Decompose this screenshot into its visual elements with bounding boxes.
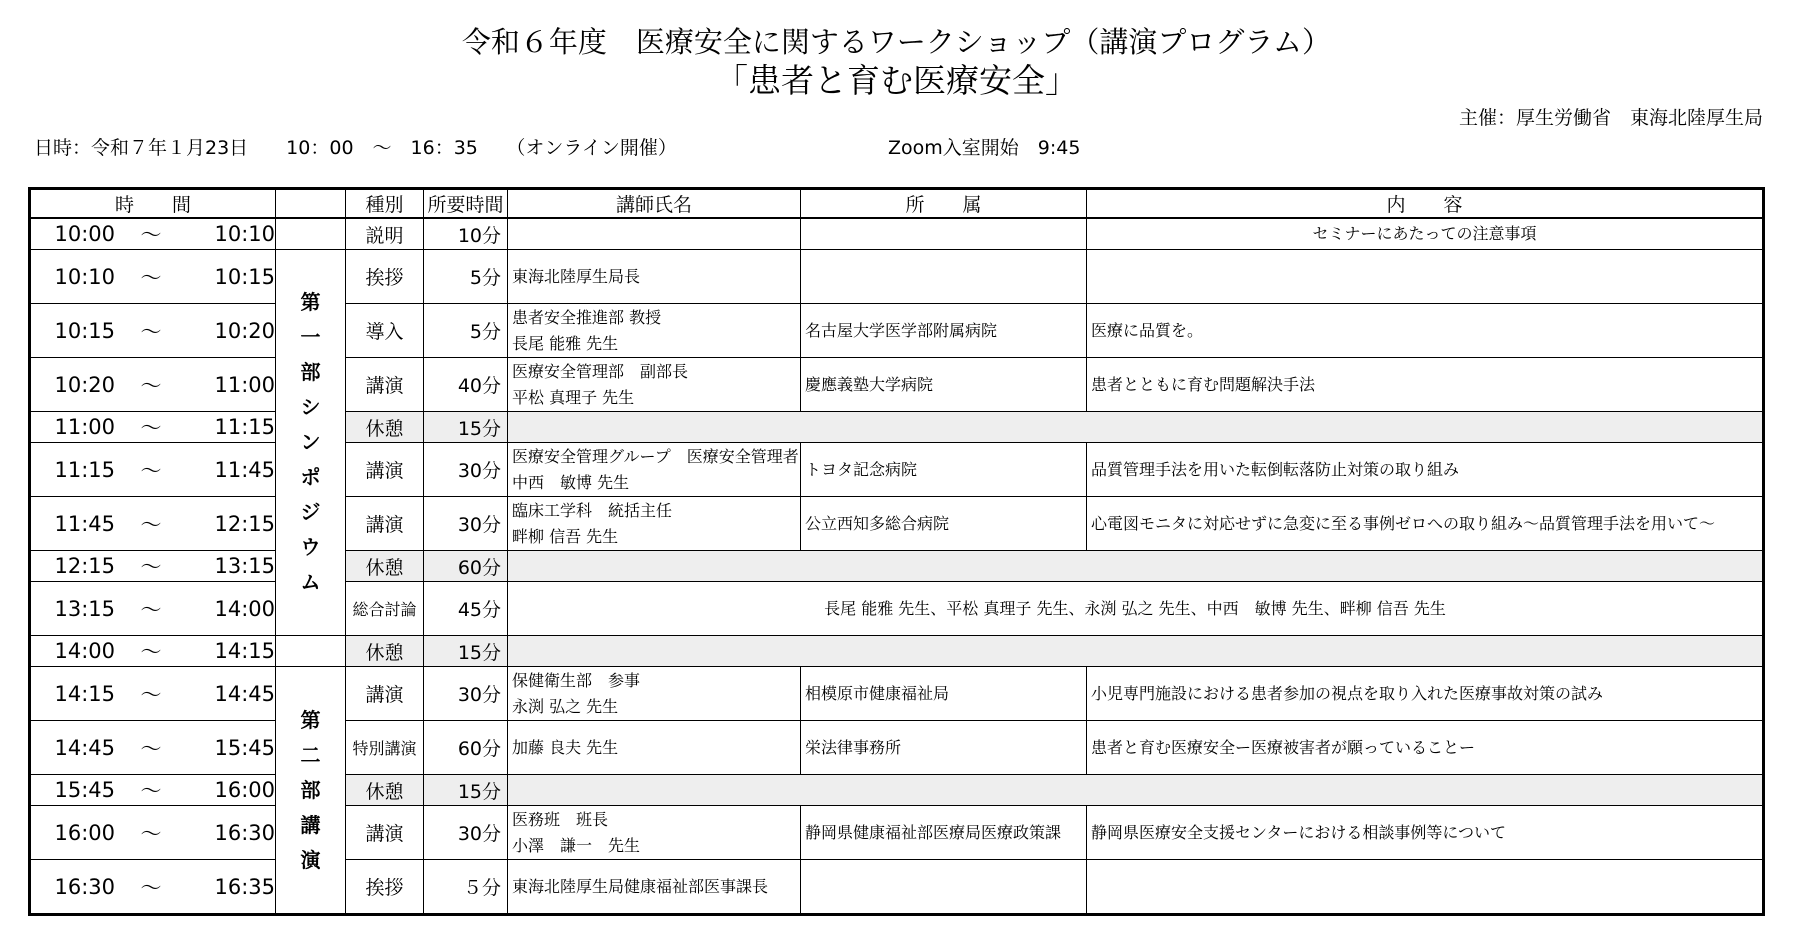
end-time: 11:15 — [214, 415, 275, 439]
time-separator: ～ — [140, 736, 162, 761]
start-time: 15:45 — [54, 778, 115, 802]
start-time: 11:00 — [54, 415, 115, 439]
section-part2-label — [276, 667, 346, 915]
start-time: 10:10 — [54, 264, 115, 289]
speaker-line-1: 臨床工学科 統括主任 — [512, 500, 673, 520]
header-affiliation: 所 属 — [801, 189, 1087, 219]
header-content: 内 容 — [1087, 189, 1764, 219]
speaker-line-2: 畔柳 信吾 先生 — [512, 526, 619, 546]
start-time: 14:00 — [54, 639, 115, 663]
header-type: 種別 — [346, 189, 424, 219]
speaker-line-1: 加藤 良夫 先生 — [512, 737, 619, 757]
section-label-text: 第二部講演 — [300, 707, 321, 872]
start-time: 10:15 — [54, 318, 115, 343]
table-row — [30, 218, 1764, 250]
time-cell — [30, 806, 276, 860]
header-speaker: 講師氏名 — [508, 189, 801, 219]
content-cell: 患者とともに育む問題解決手法 — [1087, 358, 1764, 412]
end-time: 14:00 — [214, 596, 275, 621]
session-duration: 60分 — [424, 551, 508, 582]
break-fill — [508, 775, 1764, 806]
session-type: 講演 — [346, 667, 424, 721]
content-cell: 静岡県医療安全支援センターにおける相談事例等について — [1087, 806, 1764, 860]
time-separator: ～ — [140, 373, 162, 398]
start-time: 14:15 — [54, 681, 115, 706]
time-separator: ～ — [140, 458, 162, 483]
section-part1-label — [276, 250, 346, 636]
time-cell — [30, 667, 276, 721]
session-type: 講演 — [346, 806, 424, 860]
session-type: 講演 — [346, 497, 424, 551]
page-title: 令和６年度 医療安全に関するワークショップ（講演プログラム） — [461, 25, 1332, 59]
time-separator: ～ — [140, 319, 162, 344]
session-type: 講演 — [346, 443, 424, 497]
table-header-row — [30, 189, 1764, 219]
end-time: 16:00 — [214, 778, 275, 802]
start-time: 10:20 — [54, 372, 115, 397]
speaker-line-2: 小澤 謙一 先生 — [512, 835, 641, 855]
table-row — [30, 667, 1764, 721]
time-cell — [30, 304, 276, 358]
time-cell — [30, 551, 276, 582]
organizer-text: 主催：厚生労働省 東海北陸厚生局 — [1458, 107, 1763, 129]
session-type: 特別講演 — [346, 721, 424, 775]
header-time: 時 間 — [30, 189, 276, 219]
section-cell — [276, 636, 346, 667]
end-time: 15:45 — [214, 735, 275, 760]
time-cell — [30, 443, 276, 497]
panel-speakers: 長尾 能雅 先生、平松 真理子 先生、永渕 弘之 先生、中西 敏博 先生、畔柳 信吾 先生 — [508, 582, 1764, 636]
speaker-cell — [508, 721, 801, 775]
time-separator: ～ — [140, 821, 162, 846]
speaker-line-1: 患者安全推進部 教授 — [512, 307, 662, 327]
affiliation-cell: 名古屋大学医学部附属病院 — [801, 304, 1087, 358]
session-duration: 60分 — [424, 721, 508, 775]
speaker-line-1: 医療安全管理グループ 医療安全管理者 — [512, 446, 799, 466]
session-type: 挨拶 — [346, 250, 424, 304]
speaker-cell — [508, 304, 801, 358]
time-cell — [30, 636, 276, 667]
start-time: 12:15 — [54, 554, 115, 578]
session-duration: 45分 — [424, 582, 508, 636]
time-cell — [30, 721, 276, 775]
speaker-line-1: 東海北陸厚生局長 — [512, 266, 641, 286]
time-cell — [30, 860, 276, 915]
affiliation-cell: 静岡県健康福祉部医療局医療政策課 — [801, 806, 1087, 860]
end-time: 13:15 — [214, 554, 275, 578]
session-duration: 30分 — [424, 806, 508, 860]
session-type: 休憩 — [346, 412, 424, 443]
affiliation-cell: 相模原市健康福祉局 — [801, 667, 1087, 721]
time-separator: ～ — [140, 265, 162, 290]
session-type: 説明 — [346, 218, 424, 250]
start-time: 10:00 — [54, 222, 115, 246]
time-separator: ～ — [140, 682, 162, 707]
section-label-text: 第一部シンポジウム — [300, 290, 321, 594]
session-type: 挨拶 — [346, 860, 424, 915]
table-row-break — [30, 636, 1764, 667]
session-type: 総合討論 — [346, 582, 424, 636]
end-time: 11:00 — [214, 372, 275, 397]
content-cell — [1087, 860, 1764, 915]
content-cell: セミナーにあたっての注意事項 — [1087, 218, 1764, 250]
affiliation-cell: 公立西知多総合病院 — [801, 497, 1087, 551]
speaker-line-1: 保健衛生部 参事 — [512, 670, 641, 690]
time-cell — [30, 412, 276, 443]
end-time: 14:45 — [214, 681, 275, 706]
time-separator: ～ — [140, 597, 162, 622]
content-cell: 小児専門施設における患者参加の視点を取り入れた医療事故対策の試み — [1087, 667, 1764, 721]
time-separator: ～ — [140, 223, 162, 247]
time-separator: ～ — [140, 416, 162, 440]
time-separator: ～ — [140, 640, 162, 664]
time-separator: ～ — [140, 555, 162, 579]
speaker-cell — [508, 250, 801, 304]
speaker-cell — [508, 497, 801, 551]
speaker-line-1: 医務班 班長 — [512, 809, 609, 829]
content-cell: 医療に品質を。 — [1087, 304, 1764, 358]
session-duration: 10分 — [424, 218, 508, 250]
affiliation-cell: 栄法律事務所 — [801, 721, 1087, 775]
zoom-start-time: Zoom入室開始 9:45 — [888, 137, 1081, 159]
event-datetime: 日時：令和７年１月23日 10：00 ～ 16：35 （オンライン開催） — [34, 137, 677, 159]
session-duration: 30分 — [424, 497, 508, 551]
start-time: 13:15 — [54, 596, 115, 621]
break-fill — [508, 636, 1764, 667]
end-time: 11:45 — [214, 457, 275, 482]
time-cell — [30, 250, 276, 304]
affiliation-cell: 慶應義塾大学病院 — [801, 358, 1087, 412]
session-duration: 15分 — [424, 636, 508, 667]
time-separator: ～ — [140, 512, 162, 537]
speaker-cell — [508, 358, 801, 412]
end-time: 14:15 — [214, 639, 275, 663]
end-time: 10:20 — [214, 318, 275, 343]
time-separator: ～ — [140, 875, 162, 900]
content-cell: 患者と育む医療安全ー医療被害者が願っていることー — [1087, 721, 1764, 775]
end-time: 10:10 — [214, 222, 275, 246]
time-cell — [30, 582, 276, 636]
session-duration: 5分 — [424, 250, 508, 304]
time-cell — [30, 218, 276, 250]
speaker-line-2: 平松 真理子 先生 — [512, 387, 635, 407]
speaker-cell — [508, 806, 801, 860]
session-duration: 15分 — [424, 412, 508, 443]
page-subtitle: 「患者と育む医療安全」 — [715, 61, 1078, 100]
session-type: 休憩 — [346, 775, 424, 806]
content-cell — [1087, 250, 1764, 304]
session-type: 休憩 — [346, 551, 424, 582]
time-cell — [30, 775, 276, 806]
affiliation-cell: トヨタ記念病院 — [801, 443, 1087, 497]
session-duration: 30分 — [424, 443, 508, 497]
speaker-line-2: 中西 敏博 先生 — [512, 472, 630, 492]
session-duration: 15分 — [424, 775, 508, 806]
session-type: 導入 — [346, 304, 424, 358]
start-time: 11:15 — [54, 457, 115, 482]
time-cell — [30, 497, 276, 551]
speaker-cell — [508, 218, 801, 250]
affiliation-cell — [801, 250, 1087, 304]
header-duration: 所要時間 — [424, 189, 508, 219]
session-type: 休憩 — [346, 636, 424, 667]
program-schedule-table — [28, 187, 1765, 916]
session-duration: 40分 — [424, 358, 508, 412]
speaker-cell — [508, 860, 801, 915]
affiliation-cell — [801, 218, 1087, 250]
content-cell: 心電図モニタに対応せずに急変に至る事例ゼロへの取り組み～品質管理手法を用いて～ — [1087, 497, 1764, 551]
speaker-line-1: 東海北陸厚生局健康福祉部医事課長 — [512, 876, 769, 896]
speaker-line-2: 永渕 弘之 先生 — [512, 696, 619, 716]
section-cell — [276, 218, 346, 250]
session-duration: 30分 — [424, 667, 508, 721]
break-fill — [508, 412, 1764, 443]
speaker-cell — [508, 667, 801, 721]
end-time: 12:15 — [214, 511, 275, 536]
speaker-cell — [508, 443, 801, 497]
speaker-line-2: 長尾 能雅 先生 — [512, 333, 619, 353]
speaker-line-1: 医療安全管理部 副部長 — [512, 361, 689, 381]
start-time: 14:45 — [54, 735, 115, 760]
start-time: 16:00 — [54, 820, 115, 845]
time-cell — [30, 358, 276, 412]
content-cell: 品質管理手法を用いた転倒転落防止対策の取り組み — [1087, 443, 1764, 497]
table-row — [30, 250, 1764, 304]
session-duration: ５分 — [424, 860, 508, 915]
affiliation-cell — [801, 860, 1087, 915]
start-time: 16:30 — [54, 874, 115, 899]
time-separator: ～ — [140, 779, 162, 803]
end-time: 10:15 — [214, 264, 275, 289]
session-duration: 5分 — [424, 304, 508, 358]
start-time: 11:45 — [54, 511, 115, 536]
end-time: 16:30 — [214, 820, 275, 845]
break-fill — [508, 551, 1764, 582]
header-section — [276, 189, 346, 219]
session-type: 講演 — [346, 358, 424, 412]
end-time: 16:35 — [214, 874, 275, 899]
